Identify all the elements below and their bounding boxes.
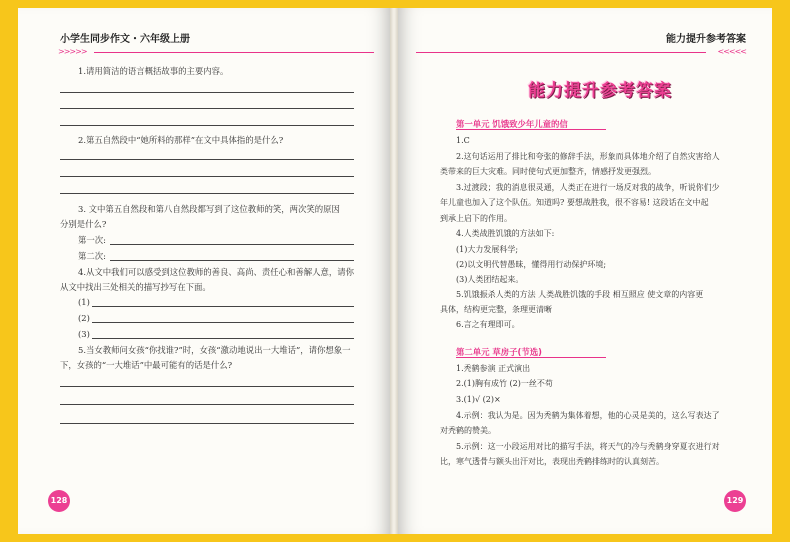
- unit-2-title: 第二单元 草房子(节选): [456, 347, 542, 357]
- question-5-line-1: 5.当女教师问女孩“你找谁?”时，女孩“激动地说出一大堆话”，请你想象一: [78, 345, 351, 355]
- answer-line-text: 6.言之有理即可。: [456, 320, 520, 329]
- q3-second-label: 第二次:: [78, 251, 106, 261]
- question-5-line-2: 下，女孩的“一大堆话”中最可能有的话是什么?: [60, 360, 233, 370]
- q4-item-1: (1): [78, 297, 90, 307]
- answer-line-text: 3.过渡段；我的消息很灵通，人类正在进行一场反对我的战争，听说你们少: [456, 183, 720, 192]
- answer-line-text: 年儿童也加入了这个队伍。知道吗? 要想战胜我，很不容易! 这段话在文中起: [440, 198, 709, 207]
- answer-line-text: 4.人类战胜饥饿的方法如下:: [456, 229, 555, 238]
- q3-first-label: 第一次:: [78, 235, 106, 245]
- right-page: [398, 8, 772, 534]
- page-number-left: 128: [48, 490, 70, 512]
- q4-item-2: (2): [78, 313, 90, 323]
- q4-line-2[interactable]: [92, 322, 354, 323]
- answer-line[interactable]: [60, 423, 354, 424]
- answer-line-text: 对秃鹤的赞美。: [440, 426, 496, 435]
- arrow-decoration-left: >>>>>: [58, 47, 87, 56]
- answer-line-text: 类带来的巨大灾难。同时使句式更加整齐，情感抒发更强烈。: [440, 167, 656, 176]
- q4-line-3[interactable]: [92, 338, 354, 339]
- answer-line-text: 5.示例：这一小段运用对比的描写手法，将天气的冷与秃鹤身穿夏衣进行对: [456, 442, 720, 451]
- arrow-decoration-right: <<<<<: [717, 47, 746, 56]
- answer-line[interactable]: [60, 92, 354, 93]
- question-2: 2.第五自然段中“她所料的那样”在文中具体指的是什么?: [78, 135, 284, 145]
- answer-line-text: 1.秃鹤参演 正式演出: [456, 364, 531, 373]
- answer-line-text: 到承上启下的作用。: [440, 214, 512, 223]
- answer-line[interactable]: [60, 125, 354, 126]
- question-3-line-2: 分别是什么?: [60, 219, 107, 229]
- answer-line-text: 4.示例：我认为是。因为秃鹤为集体着想，他的心灵是美的，这么写表达了: [456, 411, 720, 420]
- unit-2-rule: [456, 357, 606, 358]
- answer-line-text: 5.饥饿振杀人类的方法 人类战胜饥饿的手段 相互照应 使文章的内容更: [456, 290, 704, 299]
- answer-line-text: 2.这句话运用了排比和夸张的修辞手法，形象而具体地介绍了自然灾害给人: [456, 152, 720, 161]
- answer-line-text: 具体，结构更完整，条理更清晰: [440, 305, 552, 314]
- answer-line[interactable]: [60, 108, 354, 109]
- unit-1-rule: [456, 129, 606, 130]
- question-3-line-1: 3. 文中第五自然段和第八自然段都写到了这位教师的笑，两次笑的原因: [78, 204, 340, 214]
- left-page: [18, 8, 390, 534]
- header-rule-right: [416, 52, 706, 53]
- q3-first-line[interactable]: [110, 244, 354, 245]
- question-1: 1.请用简洁的语言概括故事的主要内容。: [78, 66, 229, 76]
- answer-line-text: (3)人类团结起来。: [456, 275, 524, 284]
- answer-line[interactable]: [60, 176, 354, 177]
- answer-line-text: 2.(1)胸有成竹 (2)一丝不苟: [456, 379, 553, 388]
- question-4-line-1: 4.从文中我们可以感受到这位教师的善良、高尚、责任心和善解人意，请你: [78, 267, 354, 277]
- answer-line[interactable]: [60, 193, 354, 194]
- answer-line-text: 1.C: [456, 136, 470, 145]
- unit-1-title: 第一单元 饥饿致少年儿童的信: [456, 119, 568, 129]
- q4-line-1[interactable]: [92, 306, 354, 307]
- answer-line[interactable]: [60, 386, 354, 387]
- answers-title: 能力提升参考答案: [528, 81, 672, 101]
- question-4-line-2: 从文中找出三处相关的描写抄写在下面。: [60, 282, 211, 292]
- q4-item-3: (3): [78, 329, 90, 339]
- page-number-right: 129: [724, 490, 746, 512]
- answer-line[interactable]: [60, 404, 354, 405]
- answer-line[interactable]: [60, 159, 354, 160]
- answer-line-text: 3.(1)√ (2)×: [456, 395, 501, 404]
- running-head-left: 小学生同步作文・六年级上册: [60, 34, 190, 45]
- q3-second-line[interactable]: [110, 260, 354, 261]
- answer-line-text: (2)以文明代替愚昧，懂得用行动保护环境;: [456, 260, 607, 269]
- answer-line-text: 比，寒气透骨与额头出汗对比，表现出秃鹤排练时的认真刻苦。: [440, 457, 664, 466]
- running-head-right: 能力提升参考答案: [666, 34, 746, 45]
- answer-line-text: (1)大力发展科学;: [456, 245, 519, 254]
- header-rule-left: [94, 52, 374, 53]
